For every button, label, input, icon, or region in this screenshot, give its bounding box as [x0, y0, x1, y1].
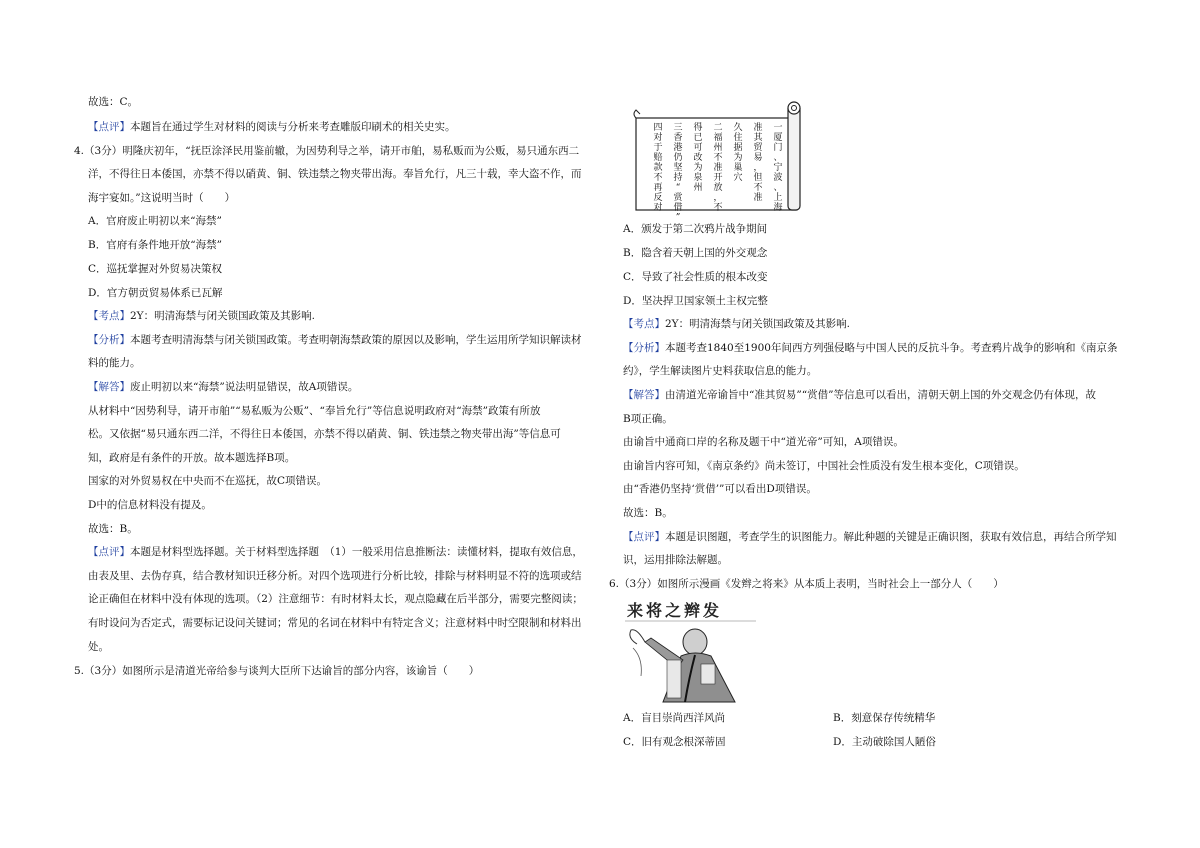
- edict-scroll-image: [630, 100, 808, 218]
- scroll-text-column: 久住据为巢穴: [733, 123, 743, 183]
- solution-line: 国家的对外贸易权在中央而不在巡抚，故C项错误。: [88, 475, 328, 487]
- comic-title: 来将之辫发: [627, 601, 723, 620]
- solution-line: 从材料中“因势利导，请开市舶”“易私贩为公贩”、“奉旨允行”等信息说明政府对“海禁”政策有所放: [88, 405, 541, 417]
- option-b: B．刻意保存传统精华: [833, 712, 936, 724]
- tag-comment: 【点评】: [623, 531, 665, 543]
- cartoon-queue-image: [623, 598, 758, 705]
- option-b: B．官府有条件地开放“海禁”: [88, 239, 222, 251]
- option-c: C．巡抚掌握对外贸易决策权: [88, 263, 223, 275]
- scroll-text-column: 得已可改为泉州: [693, 123, 703, 193]
- tag-solution: 【解答】: [623, 389, 665, 401]
- comment-line: 【点评】本题是识图题，考查学生的识图能力。解此种题的关键是正确识图，获取有效信息，再结合所学知: [623, 531, 1117, 543]
- tag-comment: 【点评】: [88, 121, 130, 133]
- tag-analysis: 【分析】: [88, 334, 130, 346]
- option-a: A．盲目崇尚西洋风尚: [623, 712, 726, 724]
- answer-line: 故选：B。: [623, 507, 673, 519]
- kaodian-line: 【考点】2Y：明清海禁与闭关锁国政策及其影响.: [623, 318, 850, 330]
- solution-line: D中的信息材料没有提及。: [88, 499, 212, 511]
- comment-line: 处。: [88, 641, 109, 653]
- question-4-stem: 海宇宴如。”这说明当时（ ）: [88, 192, 236, 204]
- kaodian-line: 【考点】2Y：明清海禁与闭关锁国政策及其影响.: [88, 310, 315, 322]
- option-d: D．官方朝贡贸易体系已瓦解: [88, 287, 223, 299]
- analysis-line: 约》，学生解读图片史料获取信息的能力。: [623, 365, 818, 377]
- answer-line: 故选：C。: [88, 96, 139, 108]
- option-c: C．导致了社会性质的根本改变: [623, 271, 768, 283]
- tag-kaodian: 【考点】: [623, 318, 665, 330]
- scroll-text-column: 准其贸易，但不准: [753, 123, 763, 203]
- answer-line: 故选：B。: [88, 523, 138, 535]
- solution-line: 【解答】废止明初以来“海禁”说法明显错误，故A项错误。: [88, 381, 359, 393]
- option-c: C．旧有观念根深蒂固: [623, 736, 726, 748]
- comment-line: 识，运用排除法解题。: [623, 554, 728, 566]
- comment-line: 有时设问为否定式，需要标记设问关键词；常见的名词在材料中有特定含义；注意材料中时空限制和材料出: [88, 617, 582, 629]
- option-d: D．坚决捍卫国家领土主权完整: [623, 295, 768, 307]
- question-5-stem: 5.（3分）如图所示是清道光帝给参与谈判大臣所下达谕旨的部分内容，该谕旨（ ）: [74, 665, 480, 677]
- analysis-line: 料的能力。: [88, 357, 141, 369]
- option-a: A．官府废止明初以来“海禁”: [88, 215, 222, 227]
- solution-line: 知，政府是有条件的开放。故本题选择B项。: [88, 452, 296, 464]
- question-4-stem: 洋，不得往日本倭国，亦禁不得以硝黄、铜、铁违禁之物夹带出海。奉旨允行，凡三十载，幸大盗不作，而: [88, 168, 582, 180]
- solution-line: 由谕旨内容可知，《南京条约》尚未签订，中国社会性质没有发生根本变化，C项错误。: [623, 460, 1025, 472]
- comment-line: 论正确但在材料中没有体现的选项。（2）注意细节：有时材料太长，观点隐藏在后半部分，需要完整阅读；: [88, 593, 583, 605]
- option-a: A．颁发于第二次鸦片战争期间: [623, 223, 768, 235]
- solution-line: 由谕旨中通商口岸的名称及题干中“道光帝”可知，A项错误。: [623, 436, 904, 448]
- scroll-text-column: 一厦门、宁波、上海: [773, 123, 783, 213]
- question-6-stem: 6.（3分）如图所示漫画《发辫之将来》从本质上表明，当时社会上一部分人（ ）: [609, 578, 1004, 590]
- option-d: D．主动破除国人陋俗: [833, 736, 936, 748]
- tag-analysis: 【分析】: [623, 342, 665, 354]
- solution-line: 由“香港仍坚持‘赏借’”可以看出D项错误。: [623, 483, 817, 495]
- solution-line: B项正确。: [623, 413, 673, 425]
- solution-line: 【解答】由清道光帝谕旨中“准其贸易”“赏借”等信息可以看出，清朝天朝上国的外交观念仍有体现，故: [623, 389, 1096, 401]
- analysis-line: 【分析】本题考查明清海禁与闭关锁国政策。考查明朝海禁政策的原因以及影响，学生运用所学知识解读材: [88, 334, 582, 346]
- comment-line: 【点评】本题旨在通过学生对材料的阅读与分析来考查雕版印刷术的相关史实。: [88, 121, 456, 133]
- scroll-text-column: 三香港仍坚持“赏借”: [673, 123, 683, 218]
- comment-line: 【点评】本题是材料型选择题。关于材料型选择题 （1）一般采用信息推断法：读懂材料，提取有效信息，: [88, 546, 583, 558]
- tag-kaodian: 【考点】: [88, 310, 130, 322]
- scroll-text-column: 四对于赔款不再反对: [653, 123, 663, 213]
- question-4-stem: 4.（3分）明隆庆初年，“抚臣涂泽民用鉴前辙，为因势利导之举，请开市舶，易私贩而为公贩，易只通东西二: [74, 145, 580, 157]
- scroll-text-column: 二福州不准开放，不: [713, 123, 723, 213]
- analysis-line: 【分析】本题考查1840至1900年间西方列强侵略与中国人民的反抗斗争。考查鸦片战争的影响和《南京条: [623, 342, 1118, 354]
- tag-comment: 【点评】: [88, 546, 130, 558]
- tag-solution: 【解答】: [88, 381, 130, 393]
- option-b: B．隐含着天朝上国的外交观念: [623, 247, 768, 259]
- comment-line: 由表及里、去伪存真，结合教材知识迁移分析。对四个选项进行分析比较，排除与材料明显不符的选项或结: [88, 570, 582, 582]
- solution-line: 松。又依据“易只通东西二洋，不得往日本倭国，亦禁不得以硝黄、铜、铁违禁之物夹带出海”等信息可: [88, 428, 561, 440]
